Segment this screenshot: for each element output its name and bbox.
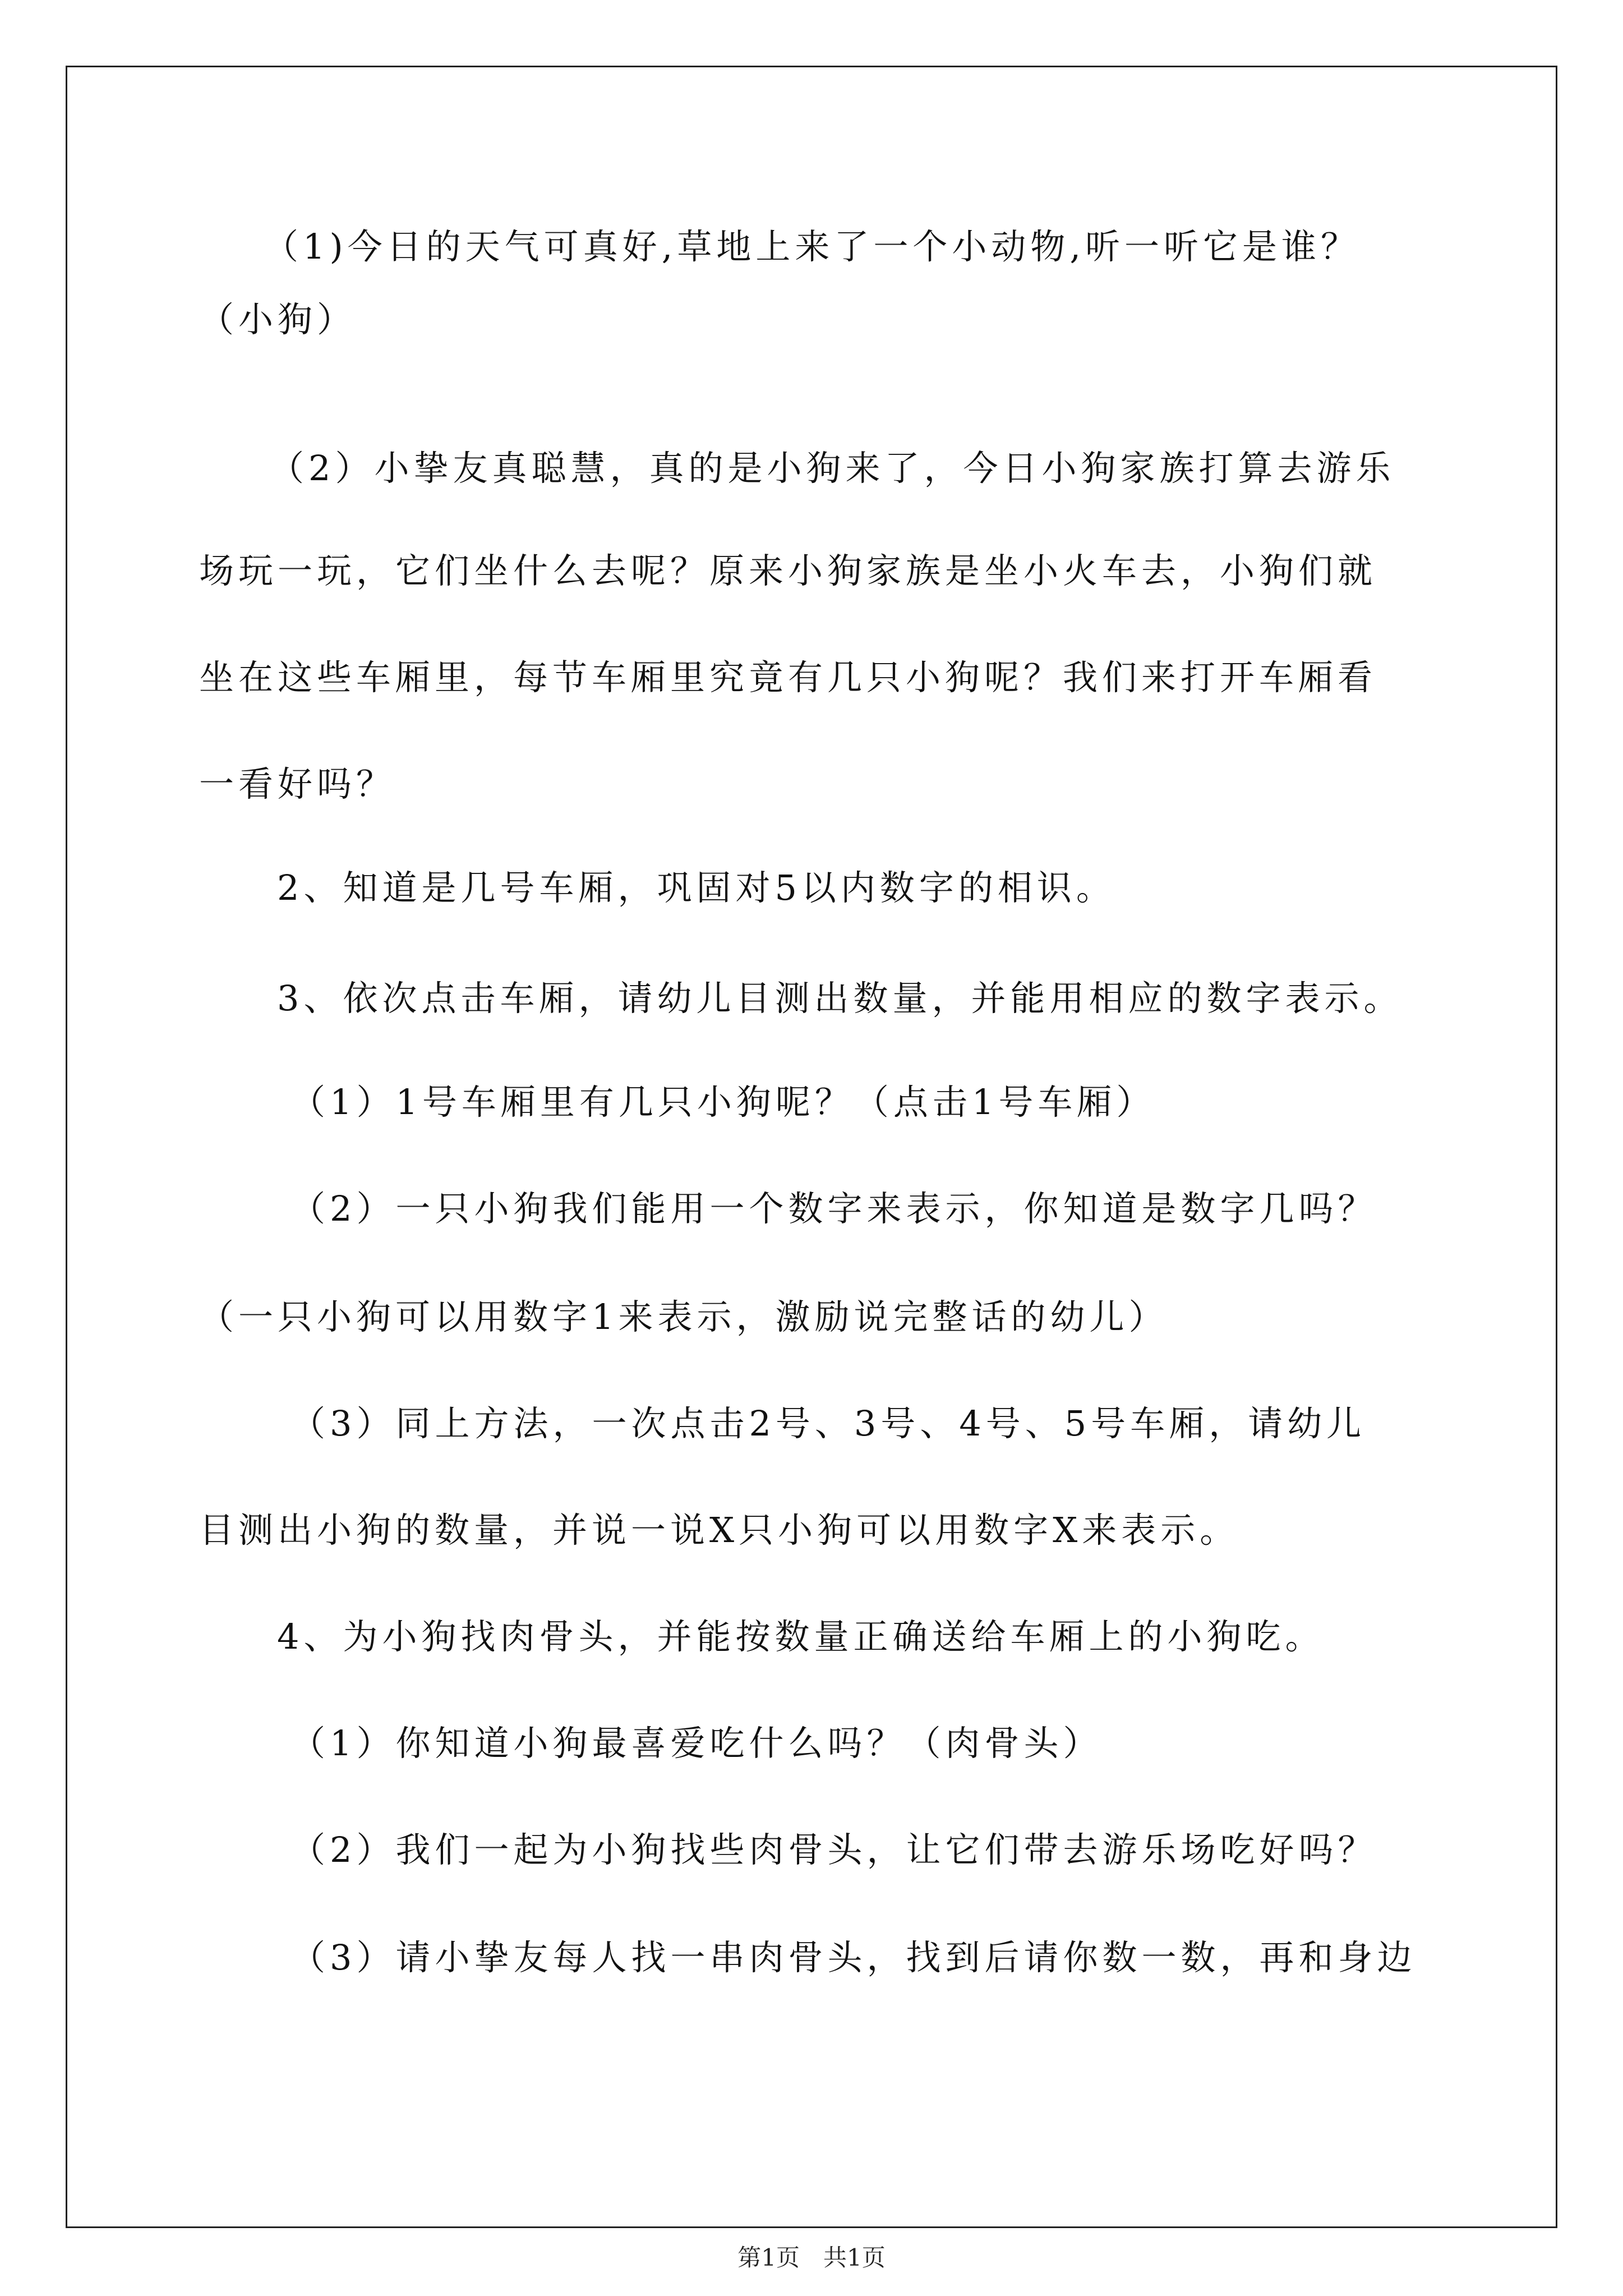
text-line: （2）小挚友真聪慧，真的是小狗来了，今日小狗家族打算去游乐 <box>269 448 1395 489</box>
text-line: （2）我们一起为小狗找些肉骨头，让它们带去游乐场吃好吗？ <box>291 1829 1377 1870</box>
text-line: 场玩一玩，它们坐什么去呢？原来小狗家族是坐小火车去，小狗们就 <box>199 550 1377 591</box>
text-line: （一只小狗可以用数字1来表示，激励说完整话的幼儿） <box>199 1296 1168 1337</box>
text-line: 2、知道是几号车厢，巩固对5以内数字的相识。 <box>277 867 1115 908</box>
text-line: （3）请小挚友每人找一串肉骨头，找到后请你数一数，再和身边 <box>291 1937 1417 1978</box>
text-line: （小狗） <box>199 299 357 340</box>
page-border <box>66 66 1557 2228</box>
text-line: 3、依次点击车厢，请幼儿目测出数量，并能用相应的数字表示。 <box>277 978 1403 1019</box>
text-line: （3）同上方法，一次点击2号、3号、4号、5号车厢，请幼儿 <box>291 1403 1366 1444</box>
text-line: （2）一只小狗我们能用一个数字来表示，你知道是数字几吗？ <box>291 1188 1377 1229</box>
text-line: 4、为小狗找肉骨头，并能按数量正确送给车厢上的小狗吃。 <box>277 1616 1325 1657</box>
text-line: （1)今日的天气可真好,草地上来了一个小动物,听一听它是谁？ <box>264 226 1361 267</box>
text-line: 目测出小狗的数量，并说一说X只小狗可以用数字X来表示。 <box>199 1510 1239 1550</box>
text-line: （1）1号车厢里有几只小狗呢？（点击1号车厢） <box>291 1082 1156 1122</box>
page-number: 第1页 共1页 <box>737 2244 886 2271</box>
text-line: 一看好吗？ <box>199 763 396 804</box>
text-line: （1）你知道小狗最喜爱吃什么吗？（肉骨头） <box>291 1723 1103 1764</box>
text-line: 坐在这些车厢里，每节车厢里究竟有几只小狗呢？我们来打开车厢看 <box>199 657 1377 698</box>
